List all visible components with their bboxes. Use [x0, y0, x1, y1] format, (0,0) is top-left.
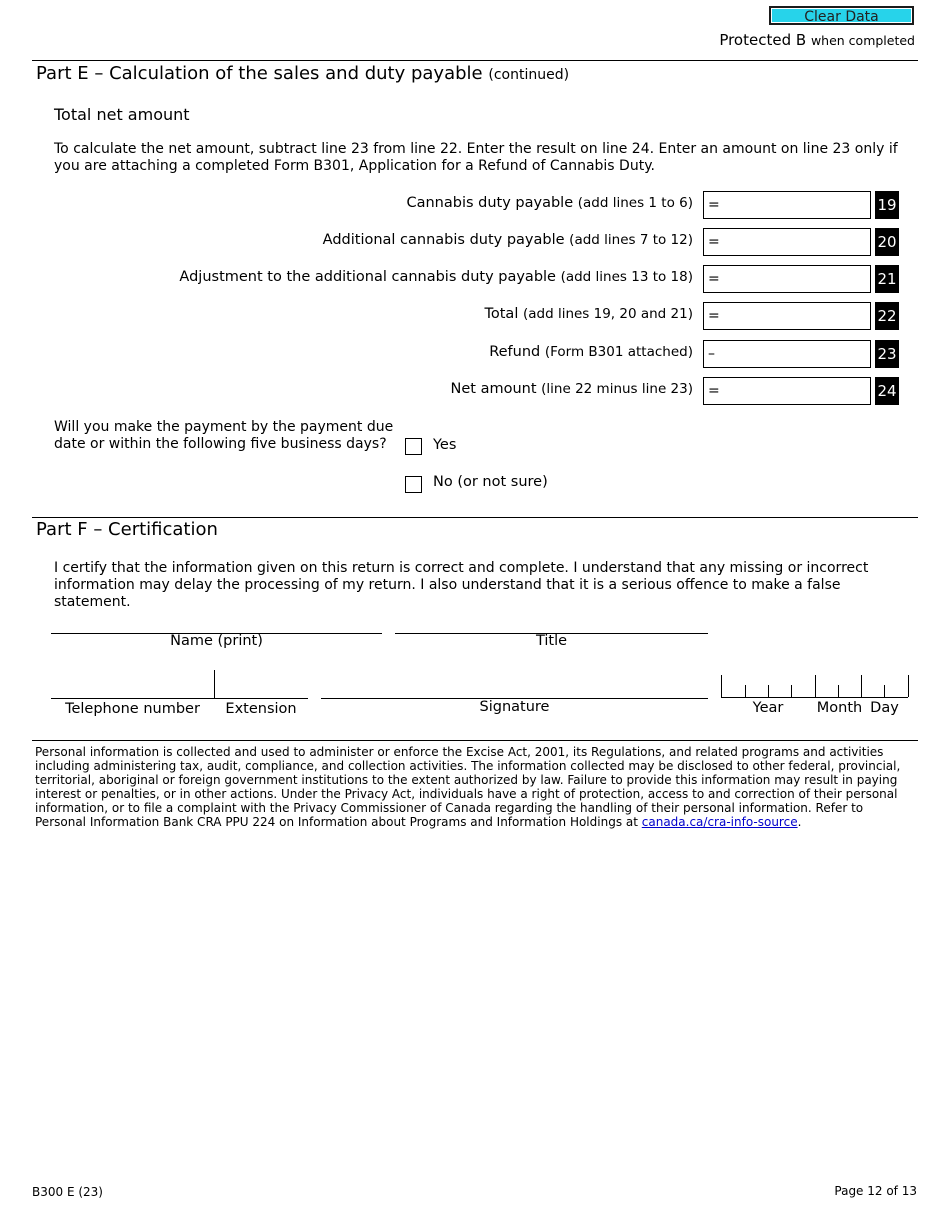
line-22-label [484, 306, 693, 322]
line-21-number: 21 [875, 265, 899, 293]
line-21-note: (add lines 13 to 18) [560, 269, 693, 285]
clear-data-button[interactable]: Clear Data [769, 6, 914, 25]
line-22-amount-field[interactable] [703, 302, 871, 330]
line-19-label-text: Cannabis duty payable [406, 195, 574, 211]
payment-yes-checkbox[interactable] [405, 438, 422, 455]
part-e-title-text: Part E – Calculation of the sales and duty payable [36, 63, 483, 84]
date-tick [768, 685, 769, 697]
total-net-amount-heading: Total net amount [54, 105, 190, 124]
line-23-number: 23 [875, 340, 899, 368]
protected-level: Protected B [719, 31, 807, 49]
privacy-notice-text: Personal information is collected and used to administer or enforce the Excise Act, 2001, its Regulations, and related programs and activities including administering tax, audit, compliance, and collection activities. The information collected may be disclosed to other federal, provincial, territorial, aboriginal or foreign government institutions to the extent authorized by law. Failure to provide this information may result in paying interest or penalties, or in other actions. Under the Privacy Act, individuals have a right of protection, access to and correction of their personal information, or to file a complaint with the Privacy Commissioner of Canada regarding the handling of their personal information. Refer to Personal Information Bank CRA PPU 224 on Information about Programs and Information Holdings at [35, 745, 901, 829]
line-20-label-text: Additional cannabis duty payable [322, 232, 565, 248]
line-23-label-text: Refund [489, 344, 541, 360]
day-caption: Day [870, 700, 899, 716]
part-e-continued: (continued) [488, 67, 570, 83]
year-caption: Year [752, 700, 784, 716]
line-22-number: 22 [875, 302, 899, 330]
line-23-minus-sign: – [708, 346, 715, 362]
line-21-label-text: Adjustment to the additional cannabis duty payable [179, 269, 556, 285]
line-19-number: 19 [875, 191, 899, 219]
certification-statement: I certify that the information given on this return is correct and complete. I understand that any missing or incorrect information may delay the processing of my return. I also understand that it is a serious offence to make a false statement. [54, 560, 869, 610]
line-24-amount-field[interactable] [703, 377, 871, 405]
line-23-amount-field[interactable] [703, 340, 871, 368]
payment-question: Will you make the payment by the payment due date or within the following five business days? [54, 419, 394, 452]
line-19-label [406, 195, 693, 211]
line-20-amount-field[interactable] [703, 228, 871, 256]
telephone-input-line[interactable] [51, 698, 308, 699]
date-tick [838, 685, 839, 697]
telephone-caption: Telephone number [65, 701, 200, 717]
line-19-equals-sign: = [708, 197, 720, 213]
part-e-title [36, 63, 569, 84]
line-24-equals-sign: = [708, 383, 720, 399]
line-24-number: 24 [875, 377, 899, 405]
name-caption: Name (print) [170, 633, 263, 649]
cra-info-source-link[interactable]: canada.ca/cra-info-source [641, 815, 798, 829]
line-24-note: (line 22 minus line 23) [541, 381, 693, 397]
line-21-label [179, 269, 693, 285]
section-divider [32, 60, 918, 61]
line-22-equals-sign: = [708, 308, 720, 324]
payment-yes-label: Yes [433, 437, 457, 453]
line-21-equals-sign: = [708, 271, 720, 287]
date-tick [908, 675, 909, 697]
line-24-label [451, 381, 693, 397]
month-caption: Month [816, 700, 863, 716]
form-code: B300 E (23) [32, 1185, 103, 1199]
line-23-label [489, 344, 693, 360]
privacy-notice [35, 745, 915, 829]
line-23-note: (Form B301 attached) [544, 344, 693, 360]
date-tick [791, 685, 792, 697]
line-20-number: 20 [875, 228, 899, 256]
date-tick [861, 675, 862, 697]
protected-b-label [719, 31, 915, 49]
date-tick [815, 675, 816, 697]
date-tick [721, 675, 722, 697]
privacy-notice-end: . [797, 815, 802, 829]
line-20-equals-sign: = [708, 234, 720, 250]
line-20-note: (add lines 7 to 12) [569, 232, 693, 248]
date-tick [745, 685, 746, 697]
date-input-field[interactable] [721, 697, 908, 698]
payment-no-checkbox[interactable] [405, 476, 422, 493]
line-22-label-text: Total [484, 306, 519, 322]
payment-no-label: No (or not sure) [433, 474, 548, 490]
line-19-amount-field[interactable] [703, 191, 871, 219]
line-24-label-text: Net amount [450, 381, 537, 397]
part-e-instructions: To calculate the net amount, subtract line 23 from line 22. Enter the result on line 24. Enter an amount on line 23 only if you are attaching a completed Form B301, Application for a Refund of Cannabis Duty. [54, 141, 898, 174]
phone-extension-divider [214, 670, 215, 698]
line-22-note: (add lines 19, 20 and 21) [522, 306, 693, 322]
line-21-amount-field[interactable] [703, 265, 871, 293]
signature-caption: Signature [479, 699, 550, 715]
protected-note: when completed [810, 33, 915, 48]
line-19-note: (add lines 1 to 6) [577, 195, 693, 211]
extension-caption: Extension [225, 701, 297, 717]
section-divider [32, 517, 918, 518]
page-number: Page 12 of 13 [834, 1184, 917, 1198]
part-f-title: Part F – Certification [36, 519, 218, 540]
section-divider [32, 740, 918, 741]
title-caption: Title [535, 633, 568, 649]
date-tick [884, 685, 885, 697]
line-20-label [323, 232, 693, 248]
